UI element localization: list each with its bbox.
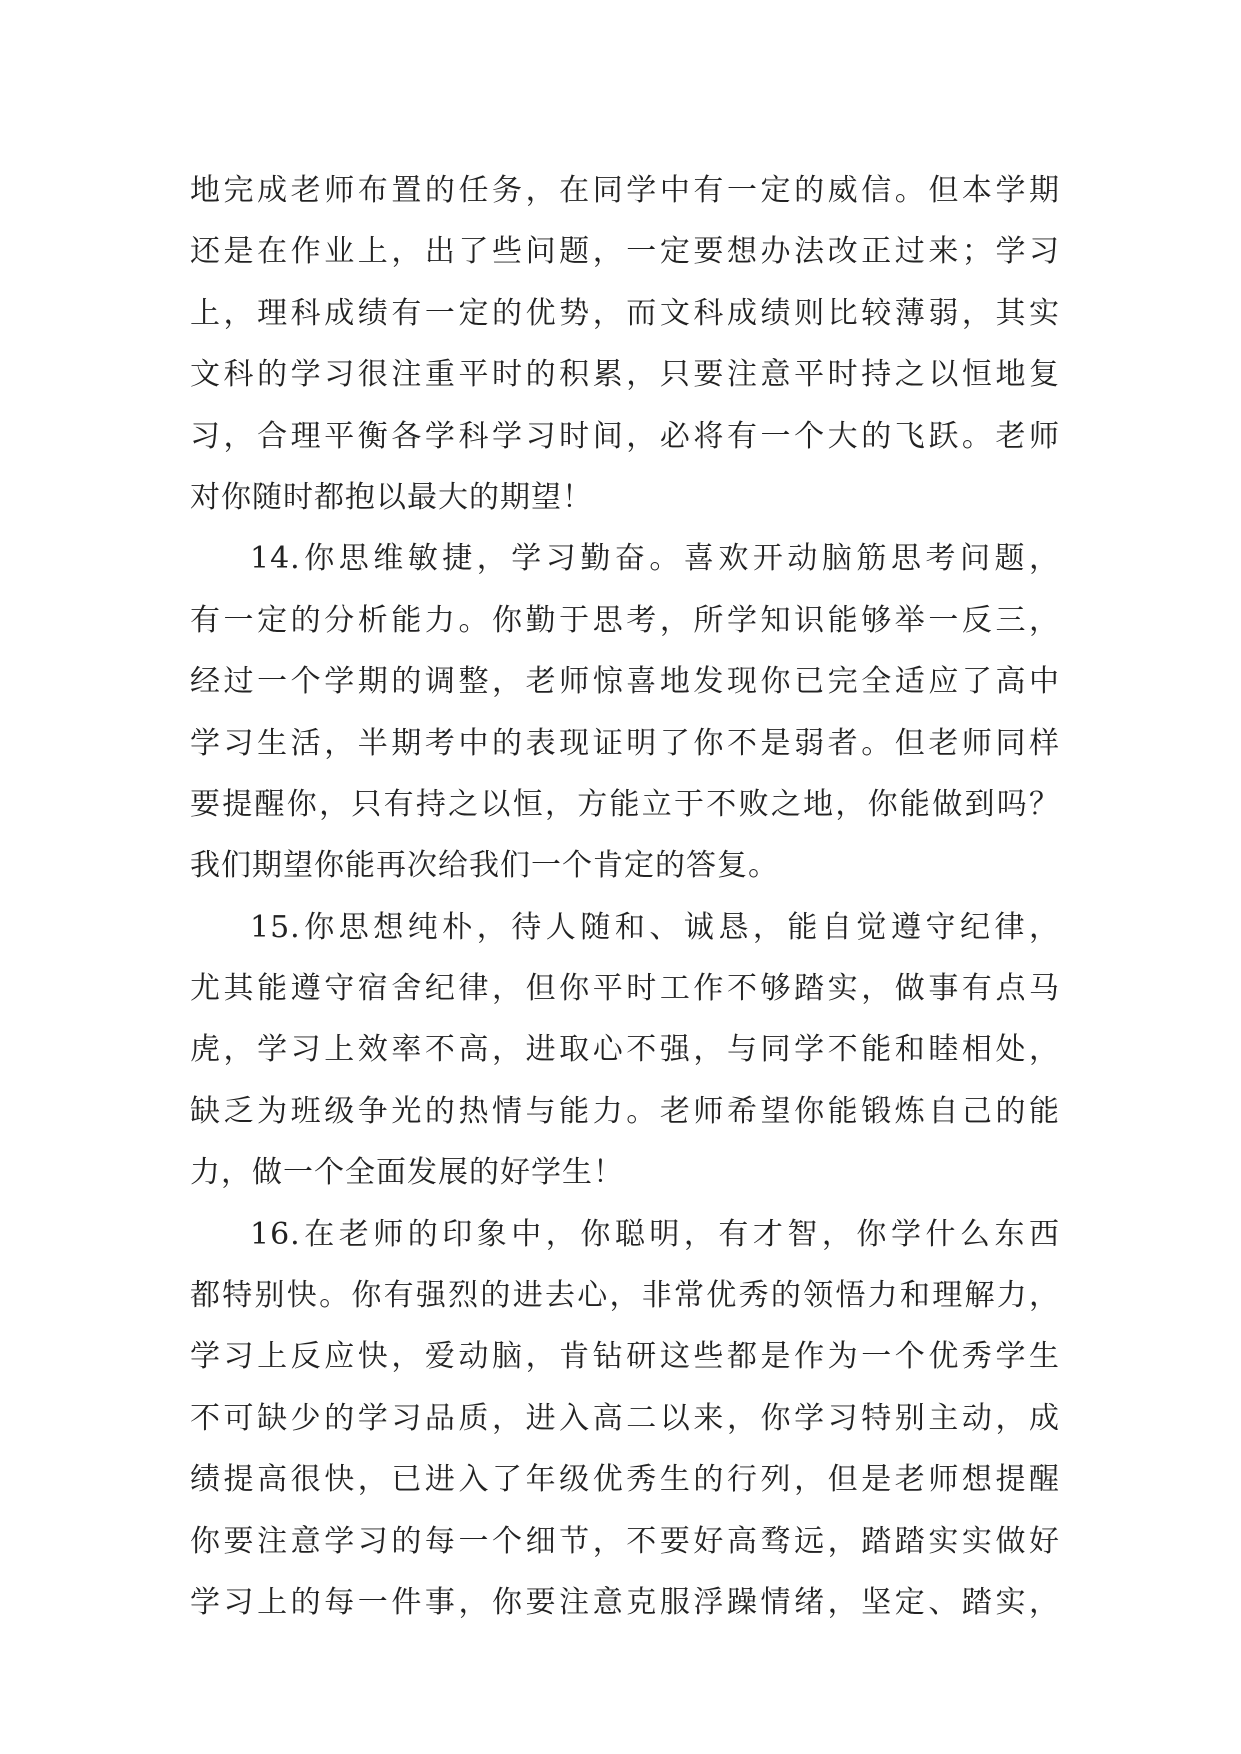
text-line: 对你随时都抱以最大的期望！ (190, 479, 593, 515)
text-line: 尤其能遵守宿舍纪律，但你平时工作不够踏实，做事有点马 (190, 971, 1060, 1007)
text-line: 文科的学习很注重平时的积累，只要注意平时持之以恒地复 (190, 357, 1060, 393)
text-line: 学习上的每一件事，你要注意克服浮躁情绪，坚定、踏实， (190, 1584, 1060, 1620)
text-line: 不可缺少的学习品质，进入高二以来，你学习特别主动，成 (190, 1400, 1060, 1436)
text-line: 上，理科成绩有一定的优势，而文科成绩则比较薄弱，其实 (190, 295, 1060, 331)
text-line: 你要注意学习的每一个细节，不要好高骛远，踏踏实实做好 (190, 1523, 1060, 1559)
text-line: 力，做一个全面发展的好学生！ (190, 1155, 624, 1191)
paragraph-14-start: 14.你思维敏捷，学习勤奋。喜欢开动脑筋思考问题， (250, 541, 1060, 577)
text-line: 缺乏为班级争光的热情与能力。老师希望你能锻炼自己的能 (190, 1093, 1060, 1129)
text-line: 习，合理平衡各学科学习时间，必将有一个大的飞跃。老师 (190, 418, 1060, 454)
text-line: 有一定的分析能力。你勤于思考，所学知识能够举一反三， (190, 602, 1060, 638)
text-line: 要提醒你，只有持之以恒，方能立于不败之地，你能做到吗？ (190, 786, 1060, 822)
text-line: 经过一个学期的调整，老师惊喜地发现你已完全适应了高中 (190, 664, 1060, 700)
text-line: 我们期望你能再次给我们一个肯定的答复。 (190, 848, 779, 884)
text-line: 学习生活，半期考中的表现证明了你不是弱者。但老师同样 (190, 725, 1060, 761)
text-line: 绩提高很快，已进入了年级优秀生的行列，但是老师想提醒 (190, 1462, 1060, 1498)
text-line: 地完成老师布置的任务，在同学中有一定的威信。但本学期 (190, 173, 1060, 208)
paragraph-15-start: 15.你思想纯朴，待人随和、诚恳，能自觉遵守纪律， (250, 909, 1060, 945)
body-text (190, 160, 1060, 1633)
paragraph-16-start: 16.在老师的印象中，你聪明，有才智，你学什么东西 (250, 1216, 1060, 1252)
text-line: 虎，学习上效率不高，进取心不强，与同学不能和睦相处， (190, 1032, 1060, 1068)
text-line: 还是在作业上，出了些问题，一定要想办法改正过来；学习 (190, 234, 1060, 270)
text-line: 学习上反应快，爱动脑，肯钻研这些都是作为一个优秀学生 (190, 1339, 1060, 1375)
text-line: 都特别快。你有强烈的进去心，非常优秀的领悟力和理解力， (190, 1278, 1060, 1314)
